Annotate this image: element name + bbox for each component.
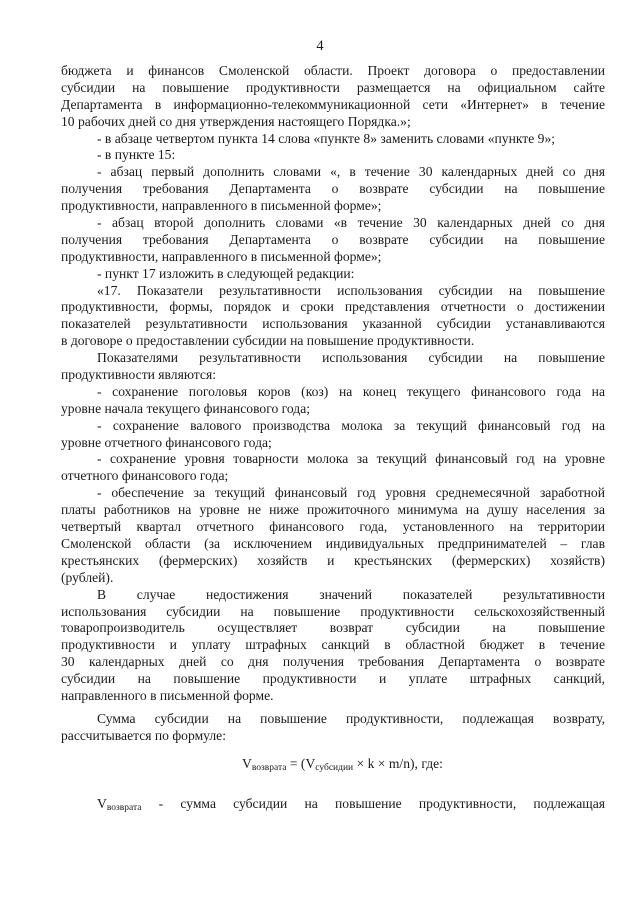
text-line: уровне отчетного финансового года;: [61, 434, 272, 450]
text-line: Смоленской области (за исключением индивидуальных предпринимателей – глав: [61, 535, 605, 551]
definition-line: [97, 796, 605, 813]
text-line: Департамента в информационно-телекоммуникационной сети «Интернет» в течение: [61, 96, 605, 112]
text-line: - сохранение поголовья коров (коз) на конец текущего финансового года на: [97, 383, 605, 399]
formula-subscript: возврата: [251, 763, 287, 773]
page-number: 4: [316, 38, 324, 54]
text-line: субсидии на повышение продуктивности и уплате штрафных санкций,: [61, 671, 605, 687]
text-line: товаропроизводитель осуществляет возврат субсидии на повышение: [61, 620, 605, 636]
text-line: бюджета и финансов Смоленской области. Проект договора о предоставлении: [61, 63, 605, 78]
text-line: Показателями результативности использования субсидии на повышение: [97, 350, 605, 366]
text-line: получения требования Департамента о возврате субсидии на повышение: [61, 231, 605, 247]
text-line: уровне начала текущего финансового года;: [61, 400, 311, 416]
text-line: в договоре о предоставлении субсидии на повышение продуктивности.: [61, 333, 475, 349]
text-line: В случае недостижения значений показателей результативности: [97, 586, 605, 602]
text-line: - сохранение валового производства молока за текущий финансовый год на: [97, 417, 605, 433]
text-line: - абзац второй дополнить словами «в течение 30 календарных дней со дня: [97, 215, 605, 231]
text-line: (рублей).: [61, 569, 114, 585]
text-line: - пункт 17 изложить в следующей редакции:: [97, 265, 355, 281]
formula-rest: × k × m/n), где:: [353, 756, 443, 771]
document-body: [61, 63, 605, 745]
text-line: продуктивности, направленного в письменной форме»;: [61, 248, 382, 264]
text-line: - абзац первый дополнить словами «, в течение 30 календарных дней со дня: [97, 164, 605, 180]
text-line: продуктивности, формы, порядок и сроки представления отчетности о достижении: [61, 299, 605, 315]
text-line: - сохранение уровня товарности молока за текущий финансовый год на уровне: [97, 451, 605, 467]
text-line: направленного в письменной форме.: [61, 687, 274, 703]
definition-symbol: V: [97, 796, 107, 811]
text-line: использования субсидии на повышение продуктивности сельскохозяйственный: [61, 603, 605, 619]
text-line: получения требования Департамента о возврате субсидии на повышение: [61, 181, 605, 197]
text-line: 10 рабочих дней со дня утверждения настоящего Порядка.»;: [61, 113, 411, 129]
formula-part: = (V: [286, 756, 316, 771]
text-line: крестьянских (фермерских) хозяйств и крестьянских (фермерских) хозяйств): [61, 552, 605, 568]
definition-subscript: возврата: [106, 803, 142, 813]
text-line: - в пункте 15:: [97, 147, 176, 163]
text-line: продуктивности являются:: [61, 367, 216, 383]
text-line: рассчитывается по формуле:: [61, 727, 226, 743]
text-line: отчетного финансового года;: [61, 468, 229, 484]
formula-subscript-2: субсидии: [315, 763, 354, 773]
text-line: показателей результативности использования указанной субсидии устанавливаются: [61, 316, 605, 332]
formula: [242, 756, 443, 773]
text-line: Сумма субсидии на повышение продуктивности, подлежащая возврату,: [97, 710, 605, 726]
definition-text: - сумма субсидии на повышение продуктивности, подлежащая: [141, 796, 605, 811]
text-line: платы работников на уровне не ниже прожиточного минимума на душу населения за: [61, 502, 605, 518]
text-line: 30 календарных дней со дня получения требования Департамента о возврате: [61, 654, 605, 670]
text-line: субсидии на повышение продуктивности размещается на официальном сайте: [61, 79, 605, 95]
formula-symbol: V: [242, 756, 252, 771]
text-line: продуктивности и уплату штрафных санкций в областной бюджет в течение: [61, 637, 605, 653]
text-line: - в абзаце четвертом пункта 14 слова «пункте 8» заменить словами «пункте 9»;: [97, 130, 556, 146]
text-line: «17. Показатели результативности использования субсидии на повышение: [97, 282, 605, 298]
text-line: четвертый квартал отчетного финансового года, установленного на территории: [61, 519, 605, 535]
text-line: - обеспечение за текущий финансовый год уровня среднемесячной заработной: [97, 485, 605, 501]
text-line: продуктивности, направленного в письменной форме»;: [61, 198, 382, 214]
